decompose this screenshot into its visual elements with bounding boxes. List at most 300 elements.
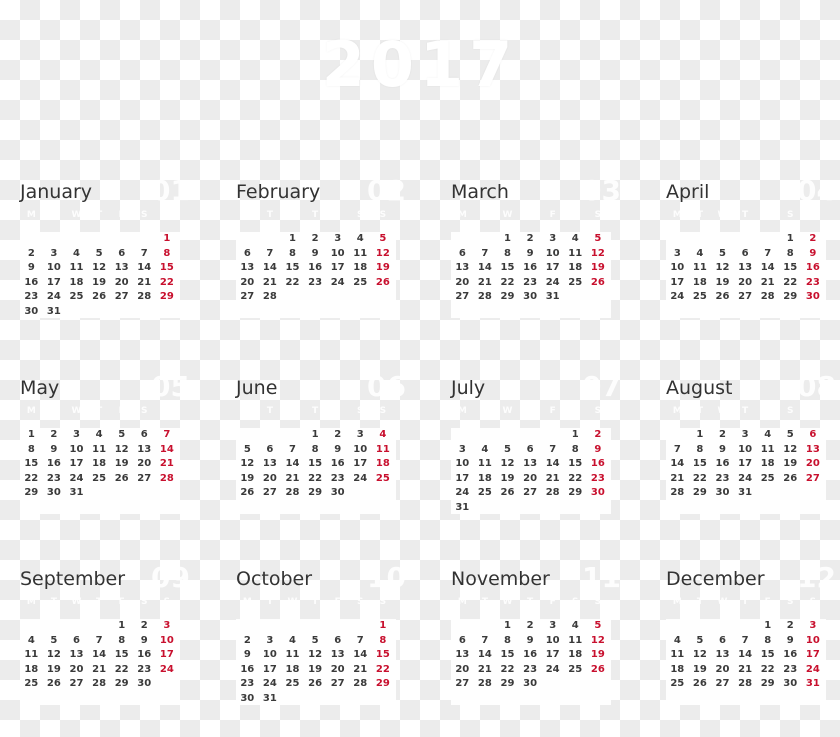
day-cell: 15 (24, 458, 39, 470)
day-cell: 13 (455, 649, 470, 661)
weekday-header (451, 597, 611, 611)
day-empty (259, 428, 282, 443)
month-number: 02 (367, 174, 406, 207)
day-cell: 30 (590, 487, 605, 499)
day-cell: 30 (523, 678, 538, 690)
weekday-label: T (481, 210, 488, 220)
day-cell: 7 (356, 634, 364, 646)
day-cell: 19 (240, 472, 255, 484)
day-cell: 23 (24, 291, 39, 303)
day-cell: 12 (375, 247, 390, 259)
day-cell: 7 (266, 247, 274, 259)
day-cell: 27 (523, 487, 538, 499)
day-cell: 22 (500, 663, 515, 675)
day-cell: 16 (523, 649, 538, 661)
day-cell: 21 (738, 663, 753, 675)
day-cell: 18 (353, 262, 368, 274)
day-cell: 15 (114, 649, 129, 661)
day-cell: 2 (594, 429, 602, 440)
day-cell: 3 (549, 233, 557, 244)
day-cell: 28 (92, 678, 107, 690)
day-cell: 8 (27, 443, 35, 455)
day-cell: 23 (240, 678, 255, 690)
weekday-label: T (50, 406, 57, 416)
day-cell: 1 (379, 620, 387, 631)
day-cell: 16 (330, 458, 345, 470)
day-cell: 15 (783, 262, 798, 274)
day-cell: 5 (504, 443, 511, 455)
weekday-label: F (118, 406, 125, 416)
day-cell: 6 (458, 634, 466, 646)
day-cell: 30 (805, 291, 820, 303)
day-cell: 13 (523, 458, 538, 470)
day-cell: 18 (285, 663, 300, 675)
day-cell: 20 (114, 276, 129, 288)
day-cell: 3 (163, 620, 171, 631)
weekday-header (20, 210, 180, 224)
day-cell: 26 (46, 678, 61, 690)
weekday-label: W (502, 406, 513, 416)
day-cell: 13 (805, 443, 820, 455)
day-cell: 11 (760, 443, 775, 455)
month-number: 06 (367, 370, 406, 403)
day-cell: 20 (805, 458, 820, 470)
day-cell: 29 (500, 291, 515, 303)
day-cell: 2 (334, 429, 342, 440)
day-cell: 29 (500, 678, 515, 690)
day-cell: 11 (375, 443, 390, 455)
day-cell: 6 (140, 429, 148, 440)
day-cell: 14 (137, 262, 152, 274)
day-cell: 26 (92, 291, 107, 303)
day-cell: 3 (356, 429, 364, 440)
day-cell: 29 (24, 487, 39, 499)
day-cell: 3 (673, 247, 681, 259)
day-cell: 1 (696, 429, 704, 440)
day-cell: 2 (526, 620, 534, 631)
weekday-label: W (502, 210, 513, 220)
weekday-label: W (502, 597, 513, 607)
day-grid (20, 428, 180, 514)
day-empty (110, 232, 133, 247)
day-cell: 14 (760, 262, 775, 274)
weekday-label: T (742, 406, 749, 416)
day-cell: 28 (760, 291, 775, 303)
day-cell: 2 (50, 429, 58, 440)
day-cell: 1 (27, 429, 35, 440)
day-cell: 4 (481, 443, 489, 455)
month-name: May (20, 377, 60, 399)
day-cell: 15 (375, 649, 390, 661)
day-cell: 6 (719, 634, 726, 646)
day-cell: 1 (504, 233, 511, 244)
day-grid (666, 428, 826, 514)
day-cell: 3 (50, 247, 58, 259)
day-cell: 20 (69, 663, 84, 675)
day-cell: 30 (783, 678, 798, 690)
day-cell: 13 (262, 458, 277, 470)
day-cell: 13 (715, 649, 730, 661)
month-number: 07 (582, 370, 621, 403)
month-november (451, 561, 621, 737)
day-cell: 11 (353, 247, 368, 259)
weekday-label: T (50, 210, 57, 220)
day-cell: 6 (118, 247, 126, 259)
day-cell: 25 (285, 678, 300, 690)
weekday-label: S (141, 210, 148, 220)
weekday-label: W (287, 210, 298, 220)
day-cell: 5 (719, 247, 726, 259)
day-empty (666, 619, 689, 634)
month-number: 05 (151, 370, 190, 403)
weekday-label: M (242, 597, 252, 607)
day-cell: 14 (545, 458, 560, 470)
day-cell: 8 (289, 247, 296, 259)
day-cell: 8 (504, 634, 511, 646)
day-cell: 21 (353, 663, 368, 675)
day-cell: 28 (137, 291, 152, 303)
day-cell: 22 (114, 663, 129, 675)
day-cell: 23 (590, 472, 605, 484)
day-cell: 15 (500, 262, 515, 274)
day-cell: 25 (692, 291, 707, 303)
weekday-header (236, 597, 396, 611)
day-cell: 29 (159, 291, 174, 303)
day-cell: 17 (455, 472, 470, 484)
day-empty (734, 232, 757, 247)
day-cell: 19 (308, 663, 323, 675)
day-cell: 18 (760, 458, 775, 470)
day-cell: 17 (738, 458, 753, 470)
day-cell: 28 (477, 678, 492, 690)
day-cell: 16 (240, 663, 255, 675)
day-cell: 1 (504, 620, 511, 631)
day-empty (474, 232, 497, 247)
day-cell: 16 (715, 458, 730, 470)
day-cell: 15 (760, 649, 775, 661)
weekday-header (20, 406, 180, 420)
day-cell: 10 (545, 247, 560, 259)
weekday-label: T (527, 597, 534, 607)
weekday-label: M (672, 406, 682, 416)
weekday-label: S (572, 210, 579, 220)
day-cell: 20 (738, 276, 753, 288)
day-cell: 4 (696, 247, 704, 259)
day-cell: 22 (568, 472, 583, 484)
day-cell: 27 (805, 472, 820, 484)
day-empty (43, 232, 66, 247)
day-grid (666, 619, 826, 705)
day-cell: 30 (46, 487, 61, 499)
month-name: December (666, 568, 765, 590)
day-cell: 14 (92, 649, 107, 661)
day-cell: 17 (262, 663, 277, 675)
month-name: June (236, 377, 278, 399)
day-cell: 31 (738, 487, 753, 499)
day-empty (88, 232, 111, 247)
day-cell: 17 (545, 649, 560, 661)
day-cell: 25 (69, 291, 84, 303)
day-cell: 29 (308, 487, 323, 499)
weekday-header (666, 597, 826, 611)
day-cell: 20 (137, 458, 152, 470)
day-cell: 30 (715, 487, 730, 499)
weekday-label: W (717, 210, 728, 220)
day-cell: 5 (311, 634, 319, 646)
day-cell: 9 (243, 649, 251, 661)
day-cell: 22 (500, 276, 515, 288)
day-cell: 10 (805, 634, 820, 646)
day-cell: 3 (73, 429, 80, 440)
month-september (20, 561, 190, 737)
day-cell: 6 (73, 634, 80, 646)
month-name: August (666, 377, 733, 399)
weekday-label: S (809, 406, 817, 416)
day-cell: 28 (738, 678, 753, 690)
day-cell: 10 (670, 262, 685, 274)
day-empty (689, 619, 712, 634)
weekday-label: T (696, 406, 703, 416)
day-cell: 21 (262, 276, 277, 288)
weekday-label: S (809, 210, 817, 220)
day-cell: 14 (159, 443, 174, 455)
month-number: 11 (582, 561, 621, 594)
day-cell: 3 (809, 620, 817, 631)
weekday-label: T (742, 597, 749, 607)
day-cell: 23 (805, 276, 820, 288)
weekday-label: S (357, 406, 364, 416)
month-number: 12 (797, 561, 836, 594)
day-cell: 13 (455, 262, 470, 274)
weekday-label: T (696, 210, 703, 220)
day-cell: 31 (455, 501, 470, 513)
month-name: November (451, 568, 550, 590)
day-cell: 5 (243, 443, 251, 455)
day-cell: 27 (240, 291, 255, 303)
day-cell: 14 (477, 262, 492, 274)
day-cell: 6 (334, 634, 342, 646)
day-cell: 31 (545, 291, 560, 303)
day-grid (451, 428, 611, 514)
day-cell: 4 (95, 429, 103, 440)
day-cell: 18 (92, 458, 107, 470)
month-name: October (236, 568, 313, 590)
weekday-label: S (141, 597, 148, 607)
day-cell: 16 (308, 262, 323, 274)
weekday-label: W (287, 597, 298, 607)
day-empty (519, 428, 542, 443)
day-cell: 26 (783, 472, 798, 484)
month-name: February (236, 181, 321, 203)
day-cell: 9 (786, 634, 794, 646)
day-cell: 21 (670, 472, 685, 484)
day-cell: 30 (24, 305, 39, 317)
weekday-label: F (764, 210, 771, 220)
day-cell: 7 (764, 247, 772, 259)
day-cell: 22 (24, 472, 39, 484)
weekday-header (236, 210, 396, 224)
day-cell: 14 (262, 262, 277, 274)
day-cell: 1 (571, 429, 579, 440)
day-cell: 21 (477, 276, 492, 288)
day-cell: 4 (289, 634, 296, 646)
day-empty (474, 428, 497, 443)
day-cell: 18 (24, 663, 39, 675)
day-empty (451, 232, 474, 247)
day-grid (236, 619, 396, 705)
day-cell: 2 (140, 620, 148, 631)
day-cell: 5 (594, 233, 602, 244)
day-cell: 18 (568, 262, 583, 274)
day-cell: 21 (92, 663, 107, 675)
day-cell: 29 (568, 487, 583, 499)
day-cell: 19 (590, 649, 605, 661)
day-cell: 14 (670, 458, 685, 470)
day-grid (236, 428, 396, 514)
day-cell: 7 (481, 247, 489, 259)
day-cell: 7 (95, 634, 103, 646)
day-cell: 12 (692, 649, 707, 661)
day-cell: 24 (455, 487, 470, 499)
weekday-label: M (26, 210, 36, 220)
weekday-label: F (334, 210, 341, 220)
day-cell: 25 (760, 472, 775, 484)
day-grid (666, 232, 826, 318)
day-cell: 21 (760, 276, 775, 288)
day-cell: 15 (500, 649, 515, 661)
day-cell: 8 (504, 247, 511, 259)
day-cell: 26 (590, 276, 605, 288)
weekday-label: F (334, 406, 341, 416)
day-cell: 6 (526, 443, 534, 455)
day-cell: 27 (738, 291, 753, 303)
day-cell: 1 (289, 233, 296, 244)
day-cell: 27 (262, 487, 277, 499)
day-empty (259, 619, 282, 634)
day-empty (65, 619, 88, 634)
weekday-label: T (266, 210, 273, 220)
weekday-label: T (312, 406, 319, 416)
day-cell: 23 (523, 663, 538, 675)
day-cell: 23 (783, 663, 798, 675)
day-cell: 24 (545, 276, 560, 288)
day-cell: 18 (692, 276, 707, 288)
weekday-label: T (266, 597, 273, 607)
day-cell: 18 (568, 649, 583, 661)
day-cell: 20 (715, 663, 730, 675)
day-cell: 6 (809, 429, 817, 440)
day-cell: 27 (69, 678, 84, 690)
day-empty (133, 232, 156, 247)
day-cell: 13 (137, 443, 152, 455)
day-cell: 24 (545, 663, 560, 675)
day-empty (734, 619, 757, 634)
weekday-label: T (96, 597, 103, 607)
day-cell: 2 (27, 247, 35, 259)
weekday-label: T (96, 406, 103, 416)
weekday-label: F (334, 597, 341, 607)
day-cell: 31 (262, 692, 277, 704)
day-cell: 25 (477, 487, 492, 499)
day-cell: 9 (50, 443, 58, 455)
weekday-label: W (287, 406, 298, 416)
day-cell: 21 (159, 458, 174, 470)
day-cell: 16 (24, 276, 39, 288)
day-cell: 14 (285, 458, 300, 470)
month-name: September (20, 568, 126, 590)
day-cell: 25 (353, 276, 368, 288)
day-cell: 23 (330, 472, 345, 484)
day-cell: 15 (159, 262, 174, 274)
day-cell: 30 (330, 487, 345, 499)
weekday-label: F (549, 597, 556, 607)
day-empty (88, 619, 111, 634)
weekday-label: W (71, 597, 82, 607)
day-cell: 22 (159, 276, 174, 288)
day-cell: 23 (46, 472, 61, 484)
day-cell: 11 (670, 649, 685, 661)
day-cell: 16 (137, 649, 152, 661)
day-cell: 12 (114, 443, 129, 455)
day-cell: 18 (477, 472, 492, 484)
weekday-label: M (672, 597, 682, 607)
day-grid (20, 232, 180, 318)
day-cell: 19 (114, 458, 129, 470)
day-cell: 22 (285, 276, 300, 288)
day-cell: 13 (240, 262, 255, 274)
day-cell: 19 (715, 276, 730, 288)
weekday-label: S (357, 597, 364, 607)
day-cell: 15 (308, 458, 323, 470)
weekday-label: T (696, 597, 703, 607)
day-cell: 6 (458, 247, 466, 259)
day-cell: 15 (568, 458, 583, 470)
weekday-label: T (266, 406, 273, 416)
day-cell: 28 (477, 291, 492, 303)
day-empty (43, 619, 66, 634)
day-cell: 26 (375, 276, 390, 288)
day-cell: 4 (379, 429, 387, 440)
weekday-label: F (764, 597, 771, 607)
day-cell: 4 (356, 233, 364, 244)
day-cell: 15 (692, 458, 707, 470)
day-grid (451, 232, 611, 318)
day-cell: 14 (738, 649, 753, 661)
day-cell: 25 (670, 678, 685, 690)
weekday-label: M (242, 406, 252, 416)
day-cell: 5 (696, 634, 704, 646)
day-cell: 7 (549, 443, 557, 455)
day-cell: 5 (95, 247, 103, 259)
day-cell: 2 (243, 634, 251, 646)
day-cell: 9 (594, 443, 602, 455)
day-cell: 9 (809, 247, 817, 259)
month-number: 09 (151, 561, 190, 594)
day-cell: 15 (285, 262, 300, 274)
day-cell: 17 (69, 458, 84, 470)
day-cell: 24 (46, 291, 61, 303)
weekday-label: S (594, 597, 602, 607)
day-cell: 19 (46, 663, 61, 675)
day-cell: 29 (375, 678, 390, 690)
day-cell: 1 (764, 620, 772, 631)
day-cell: 10 (262, 649, 277, 661)
day-cell: 8 (311, 443, 319, 455)
day-cell: 27 (455, 678, 470, 690)
day-empty (541, 428, 564, 443)
day-cell: 23 (715, 472, 730, 484)
day-cell: 19 (500, 472, 515, 484)
